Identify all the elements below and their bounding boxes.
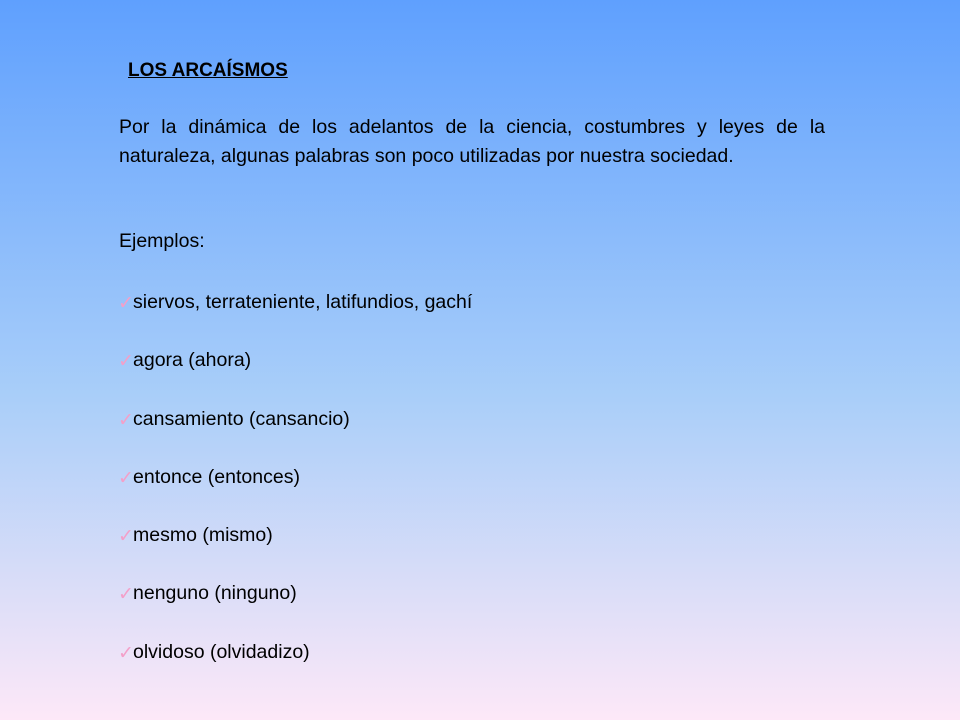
example-item [119,637,472,695]
example-text: entonce (entonces) [133,465,300,488]
example-item [119,520,472,578]
intro-paragraph: Por la dinámica de los adelantos de la ciencia, costumbres y leyes de la naturaleza, algunas palabras son poco utilizadas por nuestra sociedad. [119,116,825,167]
example-text: olvidoso (olvidadizo) [133,640,310,663]
example-text: cansamiento (cansancio) [133,407,350,430]
slide-title: LOS ARCAÍSMOS [128,60,288,81]
check-icon: ✓ [118,292,134,314]
examples-label: Ejemplos: [119,230,205,252]
check-icon: ✓ [118,350,134,373]
example-text: nenguno (ninguno) [133,582,297,605]
example-text: mesmo (mismo) [133,524,273,547]
example-text: siervos, terrateniente, latifundios, gachí [133,291,473,313]
check-icon: ✓ [118,466,134,489]
examples-list [119,287,472,695]
check-icon: ✓ [118,408,134,431]
check-icon: ✓ [118,525,134,548]
example-item [119,462,472,520]
check-icon: ✓ [118,583,134,606]
check-icon: ✓ [118,641,134,664]
example-text: agora (ahora) [133,349,252,372]
example-item [119,287,472,345]
example-item [119,578,472,636]
example-item [119,345,472,403]
example-item [119,404,472,462]
